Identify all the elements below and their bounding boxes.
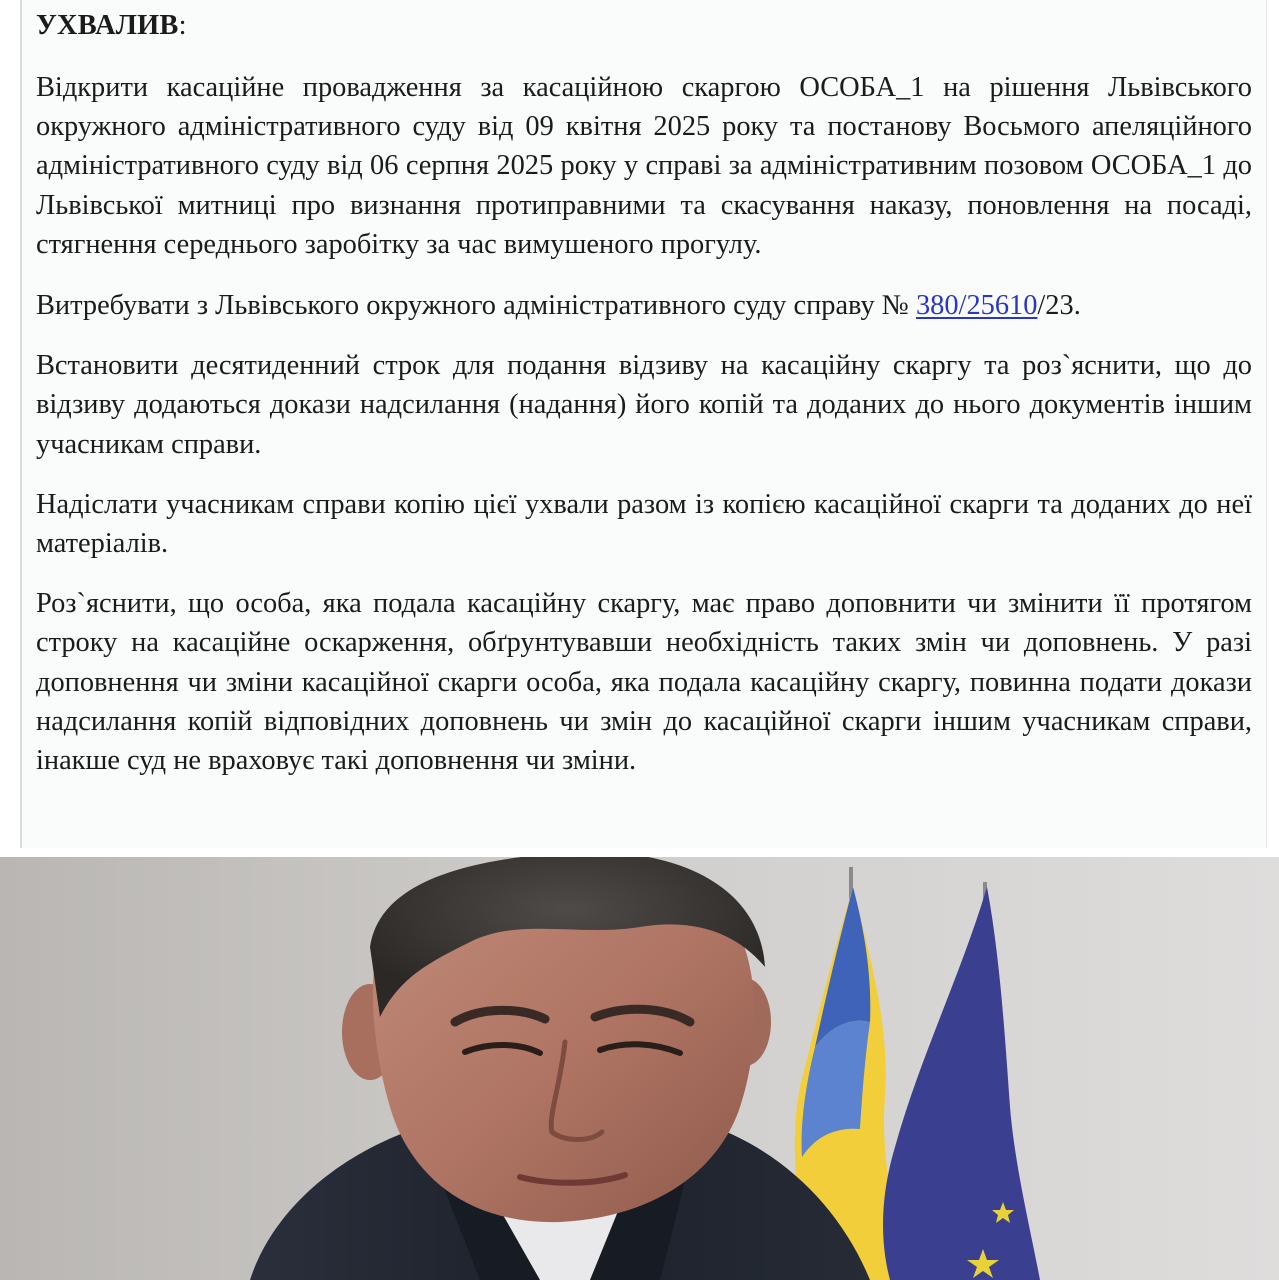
ruling-paragraph-response-deadline: Встановити десятиденний строк для подання відзиву на касаційну скаргу та роз`яснити, що до відзиву додаються докази надсилання (надання) його копій та доданих до нього документів іншим учасникам справи. [36,350,1252,460]
ruling-paragraph-send-copies: Надіслати учасникам справи копію цієї ухвали разом із копією касаційної скарги та доданих до неї матеріалів. [36,488,1252,560]
ruling-paragraph-amendment-rights: Роз`яснити, що особа, яка подала касаційну скаргу, має право доповнити чи змінити її протягом строку на касаційне оскарження, обґрунтувавши необхідність таких змін чи доповнень. У разі доповнення чи зміни касаційної скарги особа, яка подала касаційну скаргу, повинна подати докази надсилання копій відповідних доповнень чи змін до касаційної скарги іншим учасникам справи, інакше суд не враховує такі доповнення чи зміни. [36,588,1252,777]
ruling-heading [36,0,1252,46]
portrait-photo-illustration [0,857,1279,1280]
court-ruling-text [20,0,1267,848]
ruling-heading-title: УХВАЛИВ [36,10,179,41]
panel-separator [0,848,1279,857]
case-number-link[interactable]: 380/25610 [915,290,1038,322]
portrait-photo [0,857,1279,1280]
request-case-text: Витребувати з Львівського окружного адміністративного суду справу № [36,290,916,322]
ruling-paragraph-request-case [36,286,1252,325]
ruling-paragraph-open-proceedings: Відкрити касаційне провадження за касаційною скаргою ОСОБА_1 на рішення Львівського окружного адміністративного суду від 09 квітня 2025 року та постанову Восьмого апеляційного адміністративного суду від 06 серпня 2025 року у справі за адміністративним позовом ОСОБА_1 до Львівської митниці про визнання протиправними та скасування наказу, поновлення на посаді, стягнення середнього заробітку за час вимушеного прогулу. [36,72,1252,260]
ruling-heading-colon: : [178,10,187,41]
case-number-suffix: /23. [1037,290,1081,322]
